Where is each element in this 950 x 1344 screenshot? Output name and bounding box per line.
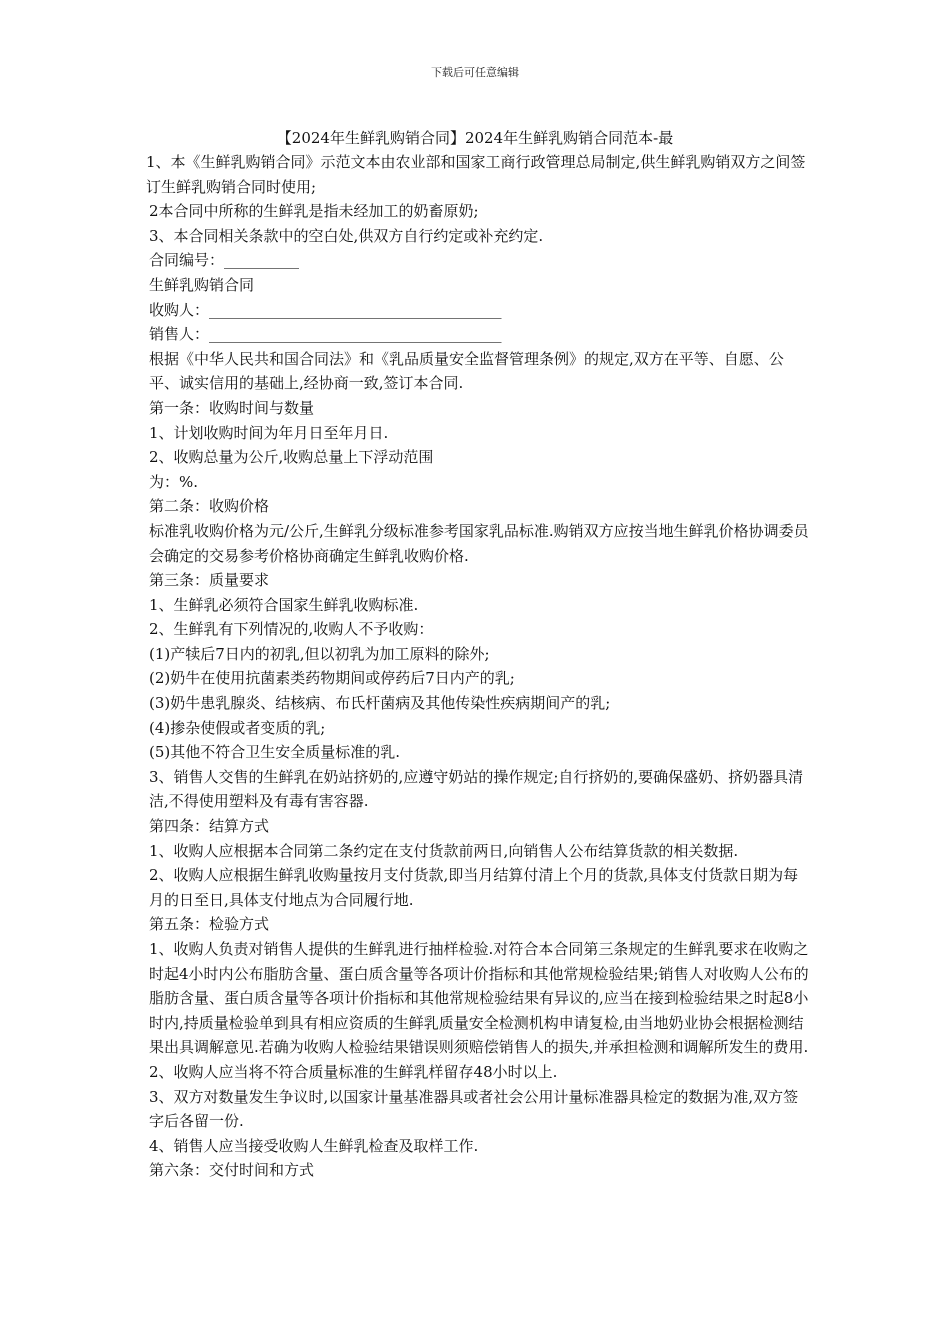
list-item: (4)掺杂使假或者变质的乳; <box>149 718 326 737</box>
paragraph: 1、本《生鲜乳购销合同》示范文本由农业部和国家工商行政管理总局制定,供生鲜乳购销双方之间签订生鲜乳购销合同时使用; <box>146 153 806 196</box>
article-heading: 第三条：质量要求 <box>149 571 270 590</box>
paragraph: 1、生鲜乳必须符合国家生鲜乳收购标准. <box>149 595 419 614</box>
paragraph: 4、销售人应当接受收购人生鲜乳检查及取样工作. <box>149 1136 479 1155</box>
paragraph: 3、销售人交售的生鲜乳在奶站挤奶的,应遵守奶站的操作规定;自行挤奶的,要确保盛奶、挤奶器具清洁,不得使用塑料及有毒有害容器. <box>149 767 804 811</box>
article-heading: 第一条：收购时间与数量 <box>149 398 315 417</box>
paragraph: 2、收购人应当将不符合质量标准的生鲜乳样留存48小时以上. <box>149 1062 558 1081</box>
article-heading: 第五条：检验方式 <box>149 915 270 934</box>
list-item: (5)其他不符合卫生安全质量标准的乳. <box>149 743 401 762</box>
paragraph: 为：%. <box>149 472 199 491</box>
paragraph: 根据《中华人民共和国合同法》和《乳品质量安全监督管理条例》的规定,双方在平等、自愿、公平、诚实信用的基础上,经协商一致,签订本合同. <box>149 349 784 393</box>
list-item: (3)奶牛患乳腺炎、结核病、布氏杆菌病及其他传染性疾病期间产的乳; <box>149 694 611 713</box>
paragraph: 1、计划收购时间为年月日至年月日. <box>149 423 389 442</box>
list-item: (2)奶牛在使用抗菌素类药物期间或停药后7日内产的乳; <box>149 669 515 688</box>
paragraph: 2、收购总量为公斤,收购总量上下浮动范围 <box>149 448 434 467</box>
contract-name: 生鲜乳购销合同 <box>149 275 255 294</box>
article-heading: 第六条：交付时间和方式 <box>149 1161 315 1180</box>
paragraph: 2、生鲜乳有下列情况的,收购人不予收购： <box>149 620 434 639</box>
contract-number-line: 合同编号：__________ <box>149 251 300 270</box>
paragraph: 1、收购人应根据本合同第二条约定在支付货款前两日,向销售人公布结算货款的相关数据. <box>149 841 739 860</box>
seller-line: 销售人：_______________________________________ <box>149 325 502 344</box>
article-heading: 第四条：结算方式 <box>149 817 270 836</box>
paragraph: 2、收购人应根据生鲜乳收购量按月支付货款,即当月结算付清上个月的货款,具体支付货款日期为每月的日至日,具体支付地点为合同履行地. <box>149 866 799 909</box>
document-body <box>146 150 812 1183</box>
paragraph: 3、双方对数量发生争议时,以国家计量基准器具或者社会公用计量标准器具检定的数据为准,双方签字后各留一份. <box>149 1087 799 1131</box>
paragraph: 3、本合同相关条款中的空白处,供双方自行约定或补充约定. <box>149 226 544 245</box>
list-item: (1)产犊后7日内的初乳,但以初乳为加工原料的除外; <box>149 644 490 663</box>
paragraph: 标准乳收购价格为元/公斤,生鲜乳分级标准参考国家乳品标准.购销双方应按当地生鲜乳价格协调委员会确定的交易参考价格协商确定生鲜乳收购价格. <box>149 521 809 565</box>
paragraph: 1、收购人负责对销售人提供的生鲜乳进行抽样检验.对符合本合同第三条规定的生鲜乳要求在收购之时起4小时内公布脂肪含量、蛋白质含量等各项计价指标和其他常规检验结果;销售人对收购人公布的脂肪含量、蛋白质含量等各项计价指标和其他常规检验结果有异议的,应当在接到检验结果之时起8小时内,持质量检验单到具有相应资质的生鲜乳质量安全检测机构申请复检,由当地奶业协会根据检测结果出具调解意见.若确为收购人检验结果错误则须赔偿销售人的损失,并承担检测和调解所发生的费用. <box>149 940 809 1057</box>
document-title: 【2024年生鲜乳购销合同】2024年生鲜乳购销合同范本-最 <box>276 129 674 147</box>
paragraph: 2本合同中所称的生鲜乳是指未经加工的奶畜原奶; <box>149 202 479 221</box>
article-heading: 第二条：收购价格 <box>149 497 270 516</box>
buyer-line: 收购人：_______________________________________ <box>149 300 502 319</box>
page-header: 下载后可任意编辑 <box>431 66 519 79</box>
